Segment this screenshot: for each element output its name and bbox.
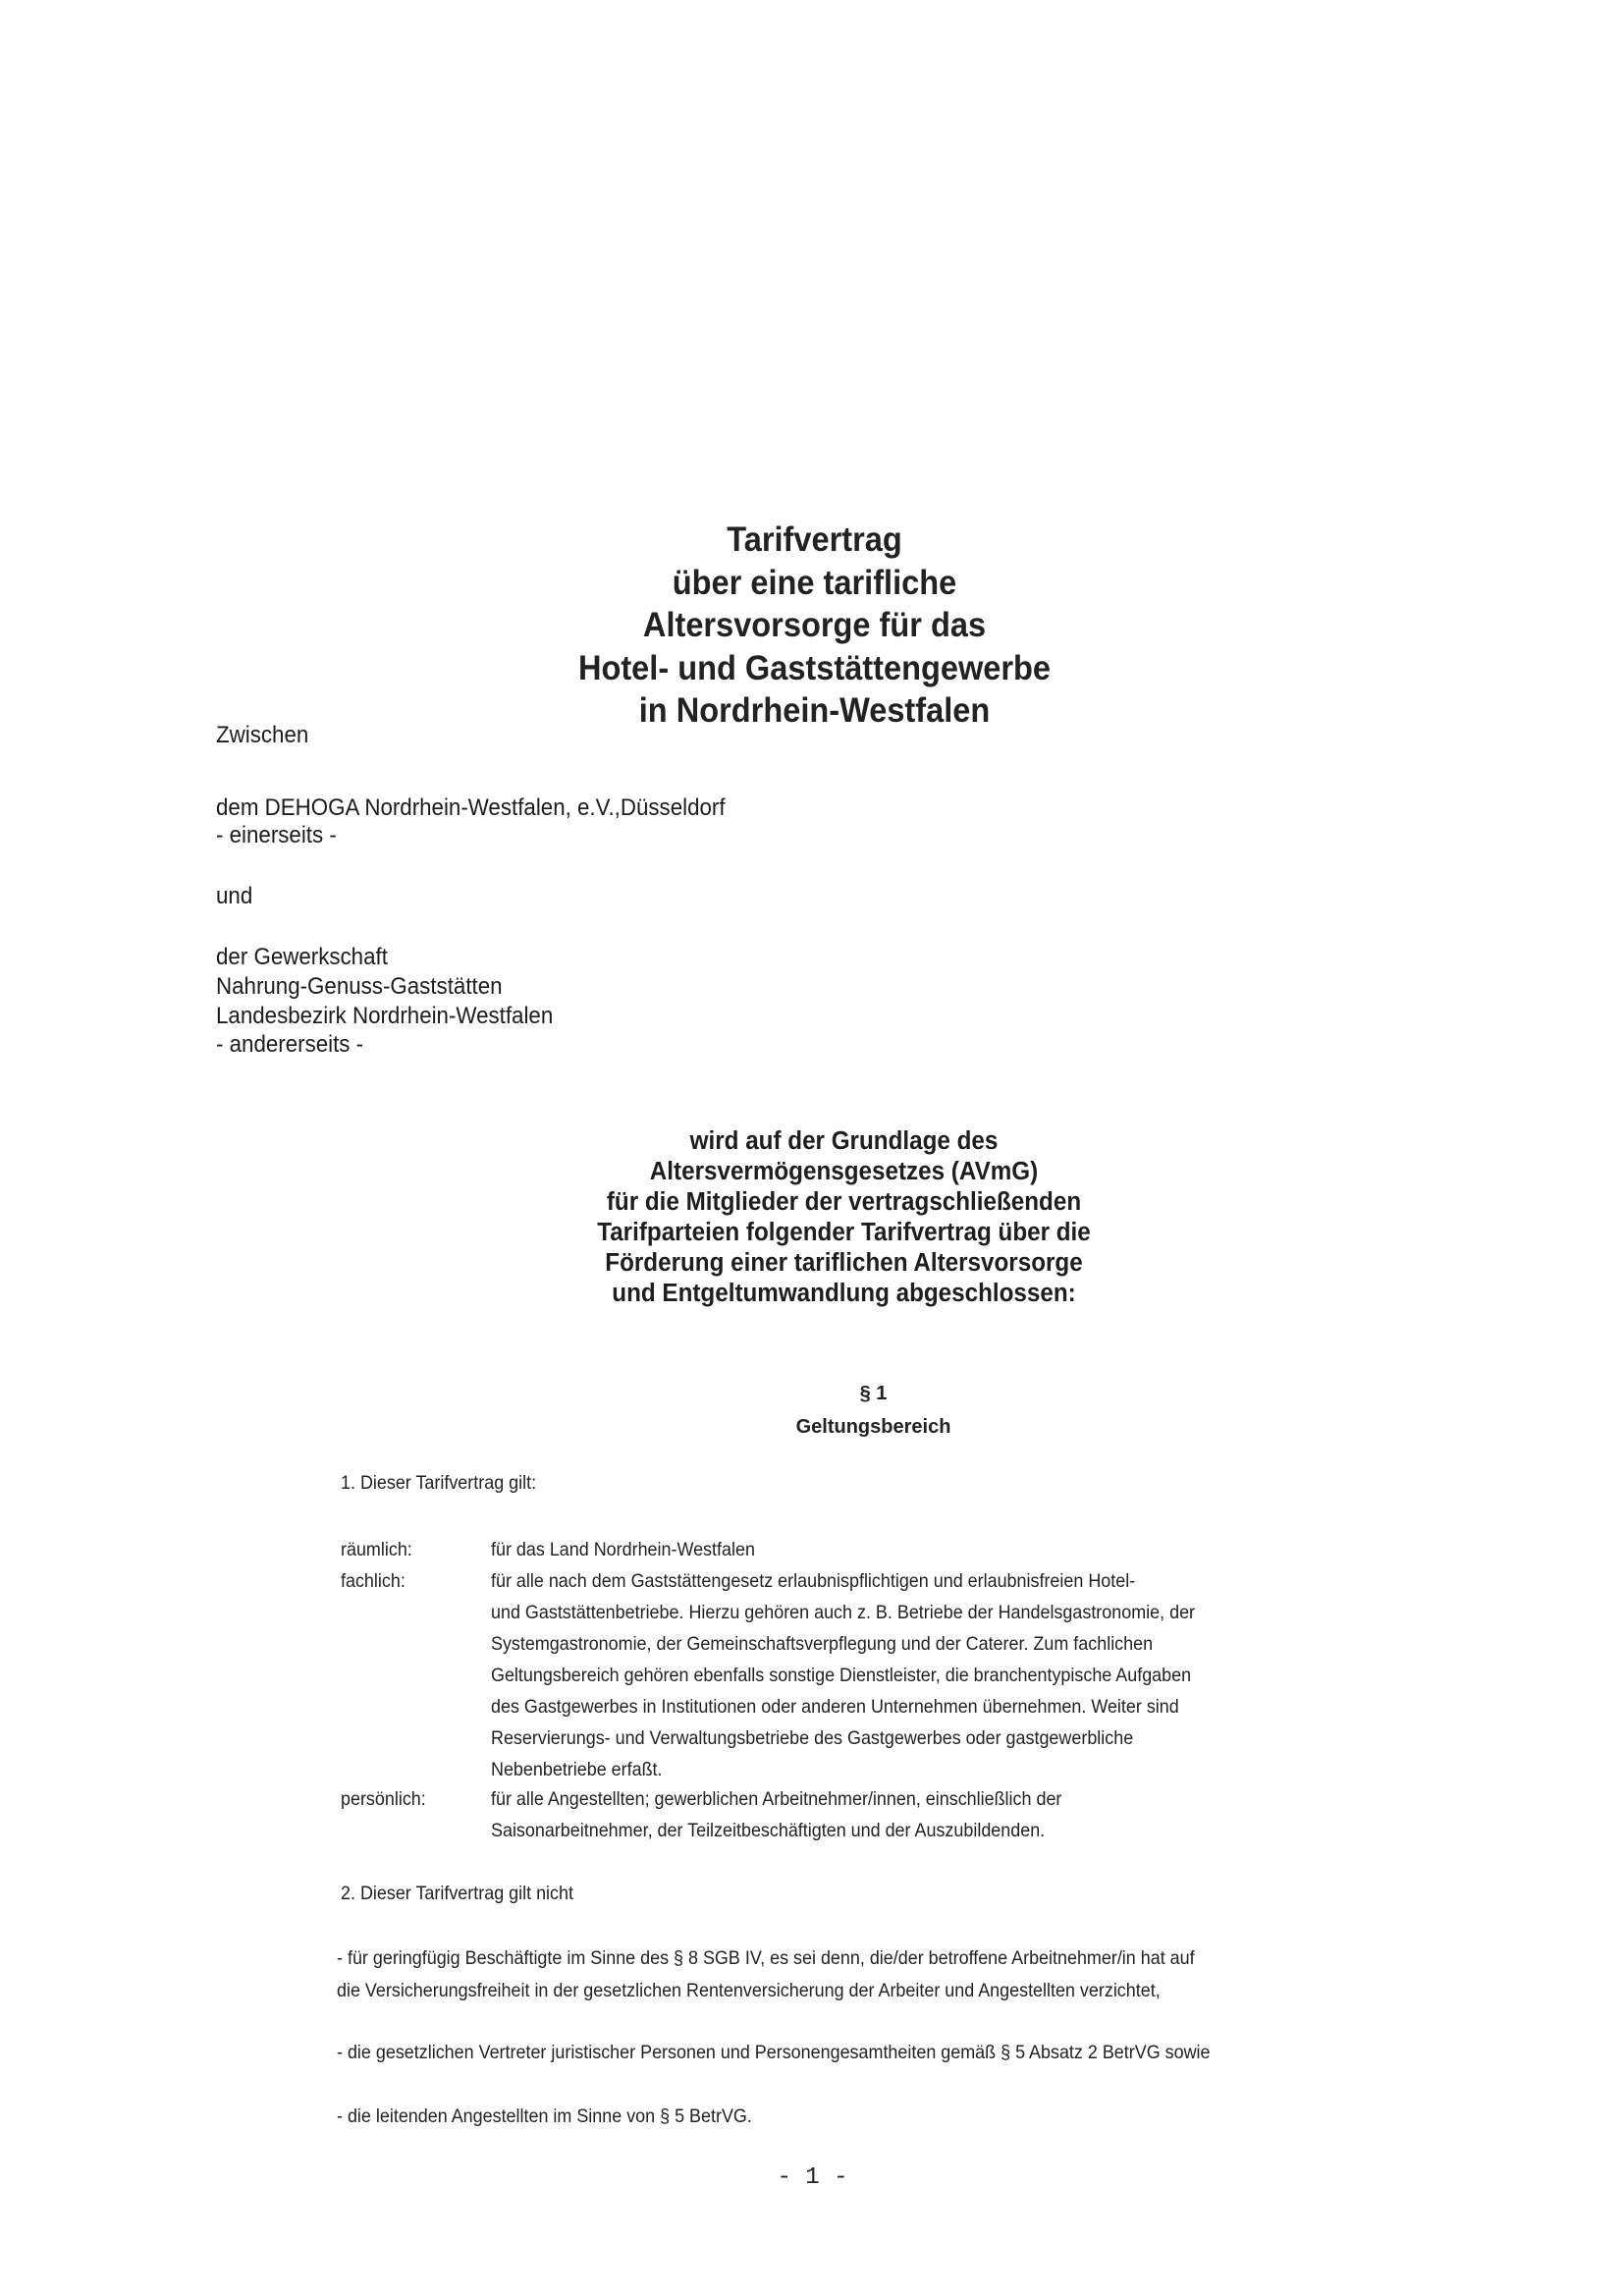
scope-label-raeumlich: räumlich:: [341, 1539, 412, 1560]
title-line: in Nordrhein-Westfalen: [638, 691, 991, 730]
title-line: Altersvorsorge für das: [642, 606, 987, 644]
document-title: [0, 519, 1623, 733]
parties-intro: Zwischen: [216, 722, 309, 748]
clause-2-text: 2. Dieser Tarifvertrag gilt nicht: [341, 1883, 573, 1904]
preamble-line: und Entgeltumwandlung abgeschlossen:: [612, 1280, 1076, 1307]
preamble: [0, 1126, 1623, 1309]
preamble-line: wird auf der Grundlage des: [689, 1127, 999, 1155]
preamble-line: Tarifparteien folgender Tarifvertrag über die: [597, 1219, 1091, 1246]
preamble-line: für die Mitglieder der vertragschließenden: [606, 1188, 1082, 1216]
party-2-line: Landesbezirk Nordrhein-Westfalen: [216, 1003, 554, 1029]
title-line: Tarifvertrag: [727, 520, 902, 559]
scope-value-fachlich: für alle nach dem Gaststättengesetz erlaubnispflichtigen und erlaubnisfreien Hotel- und Gaststättenbetriebe. Hierzu gehören auch z. B. Betriebe der Handelsgastronomie, der Systemgastronomie, der Gemeinschaftsverpflegung und der Caterer. Zum fachlichen Geltungsbereich gehören ebenfalls sonstige Dienstleister, die branchentypische Aufgaben des Gastgewerbes in Institutionen oder anderen Unternehmen übernehmen. Weiter sind Reservierungs- und Verwaltungsbetriebe des Gastgewerbes oder gastgewerbliche Nebenbetriebe erfaßt.: [491, 1570, 1196, 1780]
title-line: über eine tarifliche: [672, 563, 957, 602]
section-number: § 1: [859, 1383, 888, 1404]
parties-conjunction: und: [216, 883, 253, 909]
party-2-role: - andererseits -: [216, 1031, 364, 1058]
party-2-line: Nahrung-Genuss-Gaststätten: [216, 973, 503, 1000]
preamble-line: Förderung einer tariflichen Altersvorsorge: [605, 1249, 1083, 1277]
party-1-role: - einerseits -: [216, 822, 337, 848]
exclusion-item: - die gesetzlichen Vertreter juristischer Personen und Personengesamtheiten gemäß § 5 Absatz 2 BetrVG sowie: [337, 2042, 1211, 2063]
scope-label-fachlich: fachlich:: [341, 1570, 406, 1592]
title-line: Hotel- und Gaststättengewerbe: [577, 648, 1052, 687]
exclusion-item: - für geringfügig Beschäftigte im Sinne des § 8 SGB IV, es sei denn, die/der betroffene Arbeitnehmer/in hat auf die Versicherungsfreiheit in der gesetzlichen Rentenversicherung der Arbeiter und Angestellten verzichtet,: [337, 1947, 1195, 2001]
party-2-line: der Gewerkschaft: [216, 944, 388, 970]
scope-value-raeumlich: für das Land Nordrhein-Westfalen: [491, 1539, 755, 1560]
scope-value-persoenlich: für alle Angestellten; gewerblichen Arbeitnehmer/innen, einschließlich der Saisonarbeitnehmer, der Teilzeitbeschäftigten und der Auszubildenden.: [491, 1788, 1062, 1841]
clause-1-text: 1. Dieser Tarifvertrag gilt:: [341, 1472, 537, 1494]
preamble-line: Altersvermögensgesetzes (AVmG): [649, 1158, 1039, 1185]
exclusion-item: - die leitenden Angestellten im Sinne von § 5 BetrVG.: [337, 2105, 752, 2127]
party-1-name: dem DEHOGA Nordrhein-Westfalen, e.V.,Düsseldorf: [216, 794, 726, 821]
page-number: - 1 -: [777, 2164, 848, 2191]
scope-label-persoenlich: persönlich:: [341, 1788, 426, 1810]
section-heading: Geltungsbereich: [795, 1416, 951, 1438]
